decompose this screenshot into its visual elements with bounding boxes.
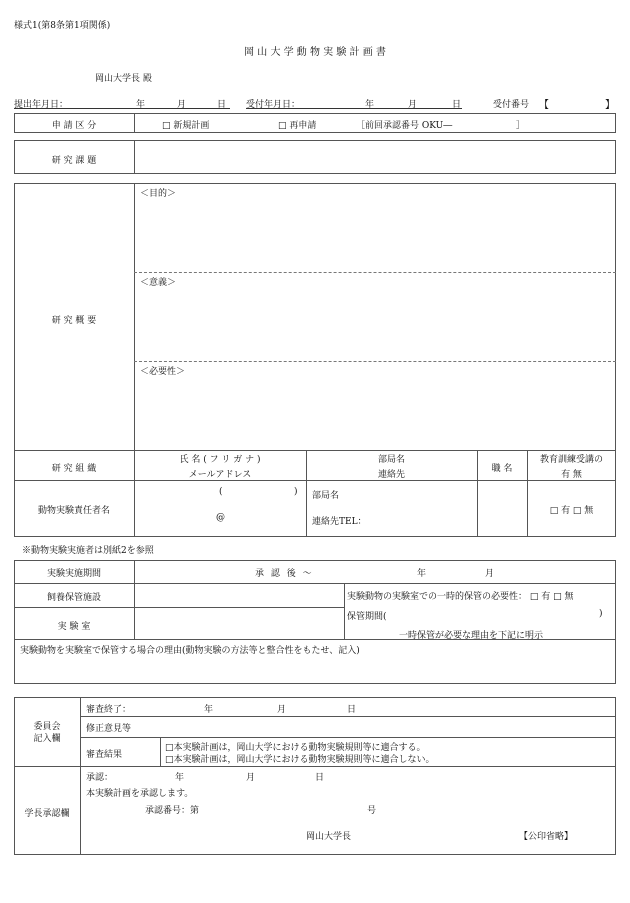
previous-approval-close: ］ xyxy=(516,121,526,131)
reapply-checkbox[interactable]: □ 再申請 xyxy=(278,121,317,131)
department-column-header: 部局名 xyxy=(377,455,405,465)
name-paren-open: ( xyxy=(219,487,223,497)
receipt-number-label: 受付番号 xyxy=(493,100,530,110)
lab-label: 実 験 室 xyxy=(57,622,91,632)
training-column-header: 教育訓練受講の xyxy=(539,455,603,465)
name-column-header: 氏 名 ( フ リ ガ ナ ) xyxy=(179,455,261,465)
divider xyxy=(134,183,135,537)
divider xyxy=(134,560,135,639)
department-field-label: 部局名 xyxy=(312,491,340,501)
previous-approval-number: ［前回承認番号 OKU― xyxy=(356,121,453,131)
divider xyxy=(80,697,81,855)
divider xyxy=(134,272,616,273)
official-seal-note: 【公印省略】 xyxy=(519,832,574,842)
tel-field-label: 連絡先TEL： xyxy=(312,517,367,527)
purpose-heading: ＜目的＞ xyxy=(140,189,177,199)
research-title-field[interactable] xyxy=(136,142,614,172)
organization-label: 研 究 組 織 xyxy=(51,464,97,474)
temporary-storage-necessity[interactable]: 実験動物の実験室での一時的保管の必要性： □ 有 □ 無 xyxy=(347,592,574,602)
receipt-date-label: 受付年月日： xyxy=(246,100,301,110)
approval-date-label: 承認： xyxy=(86,773,114,783)
divider xyxy=(160,737,161,766)
responsible-name-field[interactable] xyxy=(136,484,304,502)
bracket-open: 【 xyxy=(539,100,549,111)
responsible-email-field[interactable] xyxy=(136,510,304,528)
position-field[interactable] xyxy=(479,484,525,534)
president-name: 岡山大学長 xyxy=(306,832,352,842)
responsible-person-label: 動物実験責任者名 xyxy=(37,506,110,516)
storage-period-label: 保管期間( xyxy=(347,612,387,622)
submit-date-underline xyxy=(14,108,230,109)
review-month-label: 月 xyxy=(277,705,287,715)
approval-year-label: 年 xyxy=(175,773,185,783)
email-at-sign: @ xyxy=(216,513,225,523)
divider xyxy=(14,583,616,584)
receipt-year-label: 年 xyxy=(365,100,375,110)
receipt-day-label: 日 xyxy=(452,100,462,110)
breeding-facility-field[interactable] xyxy=(136,585,342,605)
approval-after-text: 承 認 後 ～ xyxy=(255,569,314,579)
divider xyxy=(80,716,616,717)
review-result-label: 審査結果 xyxy=(86,750,123,760)
addressee: 岡山大学長 殿 xyxy=(95,74,152,84)
contact-column-header: 連絡先 xyxy=(377,470,405,480)
receipt-month-label: 月 xyxy=(408,100,418,110)
divider xyxy=(134,361,616,362)
significance-field[interactable] xyxy=(136,287,614,359)
application-type-label: 申 請 区 分 xyxy=(51,121,97,131)
new-plan-checkbox[interactable]: □ 新規計画 xyxy=(162,121,210,131)
necessity-heading: ＜必要性＞ xyxy=(140,367,186,377)
committee-label-2: 記入欄 xyxy=(33,734,61,744)
period-year-label: 年 xyxy=(417,569,427,579)
training-yes-no-checkbox[interactable]: □ 有 □ 無 xyxy=(549,506,594,516)
storage-reason-field[interactable] xyxy=(16,656,614,682)
storage-reason-label: 実験動物を実験室で保管する場合の理由(動物実験の方法等と整合性をもたせ、記入) xyxy=(20,646,360,656)
storage-period-close: ) xyxy=(599,609,603,619)
approve-statement: 本実験計画を承認します。 xyxy=(86,789,194,799)
result-noncompliant-checkbox[interactable]: □本実験計画は，岡山大学における動物実験規則等に適合しない。 xyxy=(165,755,435,765)
submit-day-label: 日 xyxy=(217,100,227,110)
divider xyxy=(14,766,616,767)
bracket-close: 】 xyxy=(605,100,615,111)
breeding-facility-label: 飼養保管施設 xyxy=(46,593,101,603)
divider xyxy=(344,583,345,639)
period-month-label: 月 xyxy=(485,569,495,579)
review-year-label: 年 xyxy=(204,705,214,715)
position-column-header: 職 名 xyxy=(491,464,513,474)
significance-heading: ＜意義＞ xyxy=(140,278,177,288)
approval-number-suffix: 号 xyxy=(367,806,377,816)
submit-year-label: 年 xyxy=(136,100,146,110)
implementer-note: ※動物実験実施者は別紙2を参照 xyxy=(22,546,154,556)
form-number: 様式1(第8条第1項関係) xyxy=(14,21,111,31)
mail-column-header: メールアドレス xyxy=(188,470,252,480)
necessity-field[interactable] xyxy=(136,376,614,448)
name-paren-close: ) xyxy=(294,487,298,497)
review-end-label: 審査終了： xyxy=(86,705,132,715)
receipt-date-underline xyxy=(246,108,462,109)
approval-month-label: 月 xyxy=(246,773,256,783)
approval-day-label: 日 xyxy=(315,773,325,783)
committee-label: 委員会 xyxy=(33,722,61,732)
divider xyxy=(14,480,616,481)
page-title: 岡 山 大 学 動 物 実 験 計 画 書 xyxy=(244,47,386,58)
submit-month-label: 月 xyxy=(177,100,187,110)
period-label: 実験実施期間 xyxy=(46,569,101,579)
approval-number-label: 承認番号：第 xyxy=(145,806,200,816)
research-title-label: 研 究 課 題 xyxy=(51,156,97,166)
purpose-field[interactable] xyxy=(136,198,614,270)
divider xyxy=(14,450,616,451)
divider xyxy=(14,607,344,608)
review-day-label: 日 xyxy=(347,705,357,715)
overview-label: 研 究 概 要 xyxy=(51,316,97,326)
divider xyxy=(134,113,135,133)
result-compliant-checkbox[interactable]: □本実験計画は，岡山大学における動物実験規則等に適合する。 xyxy=(165,743,426,753)
divider xyxy=(134,140,135,174)
training-column-header-2: 有 無 xyxy=(561,470,582,480)
revision-opinion-label: 修正意見等 xyxy=(86,724,132,734)
submit-date-label: 提出年月日： xyxy=(14,100,69,110)
lab-field[interactable] xyxy=(136,609,342,637)
president-approval-label: 学長承認欄 xyxy=(24,809,70,819)
storage-reason-note: 一時保管が必要な理由を下記に明示 xyxy=(399,631,544,641)
